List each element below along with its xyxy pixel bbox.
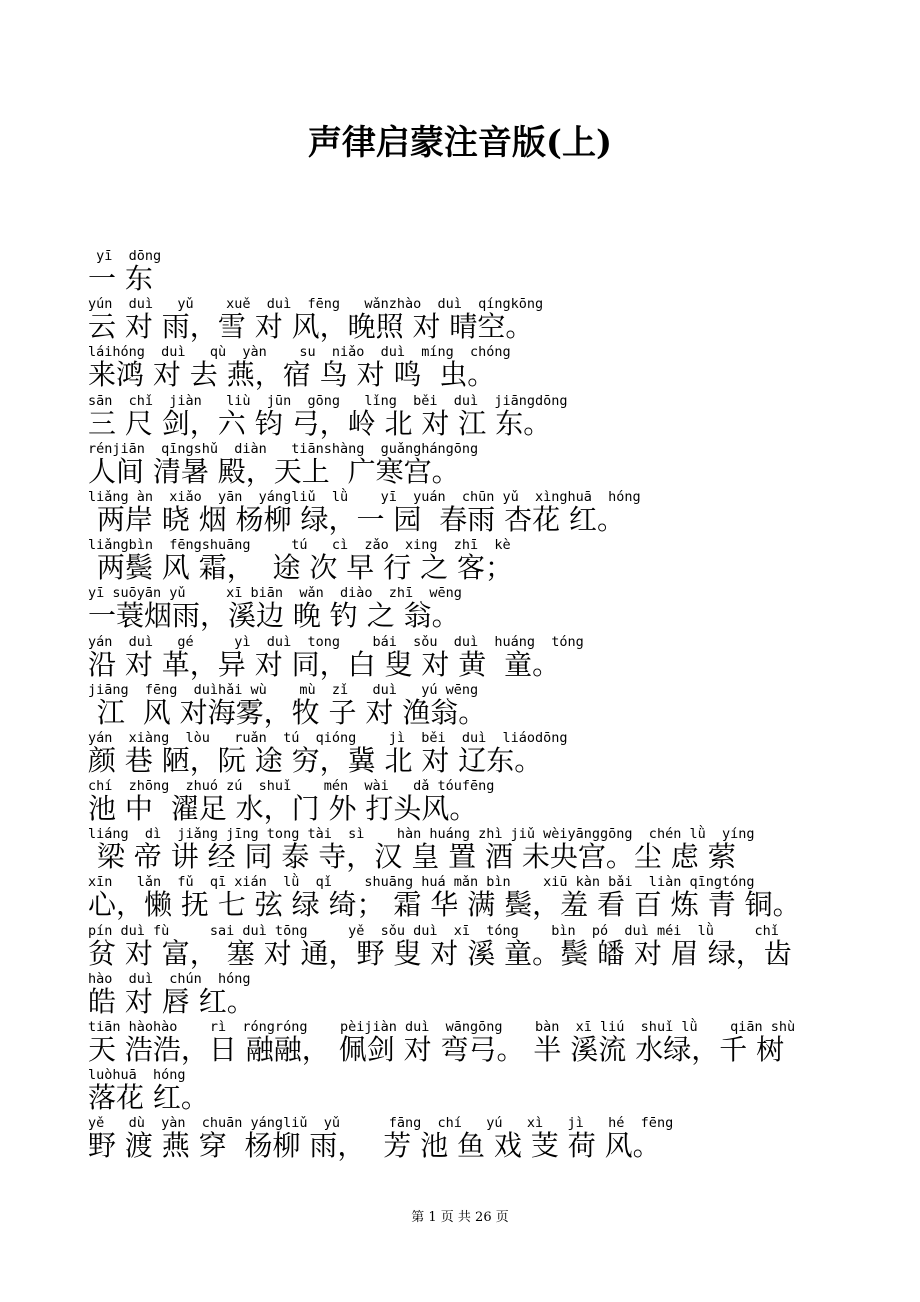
verse-line <box>88 921 840 969</box>
page-title: 声律启蒙注音版(上) <box>307 123 613 163</box>
verse-text: 野 渡 燕 穿 杨柳 雨， 芳 池 鱼 戏 芰 荷 风。 <box>88 1129 661 1163</box>
verse-text: 江 风 对海雾，牧 子 对 渔翁。 <box>88 695 487 729</box>
verse-line <box>88 680 840 728</box>
verse-line <box>88 246 840 294</box>
pinyin-annotation: pín duì fù sai duì tōng yě sǒu duì xī tóng bìn pó duì méi lǜ chǐ <box>88 922 779 939</box>
verse-text: 两鬓 风 霜， 途 次 早 行 之 客； <box>88 551 514 585</box>
verse-text: 沿 对 革，异 对 同，白 叟 对 黄 童。 <box>88 647 561 681</box>
pinyin-annotation: liǎng àn xiǎo yān yángliǔ lǜ yī yuán chūn yǔ xìnghuā hóng <box>88 488 641 505</box>
verse-line <box>88 969 840 1017</box>
pinyin-annotation: rénjiān qīngshǔ diàn tiānshàng guǎnghángōng <box>88 440 479 457</box>
pinyin-annotation: yī dōng <box>88 248 162 264</box>
verse-text: 心，懒 抚 七 弦 绿 绮； 霜 华 满 鬓，羞 看 百 炼 青 铜。 <box>88 888 801 922</box>
verse-line <box>88 728 840 776</box>
verse-text: 三 尺 剑，六 钧 弓，岭 北 对 江 东。 <box>88 406 552 440</box>
verse-text: 梁 帝 讲 经 同 泰 寺，汉 皇 置 酒 未央宫。尘 虑 萦 <box>88 840 736 874</box>
verse-text: 池 中 濯足 水，门 外 打头风。 <box>88 792 478 826</box>
page-footer: 第 1 页 共 26 页 <box>411 1210 509 1225</box>
verse-line <box>88 1017 840 1065</box>
pinyin-annotation: liáng dì jiǎng jīng tong tài sì hàn huáng zhì jiǔ wèiyānggōng chén lǜ yíng <box>88 826 755 843</box>
verse-text: 来鸿 对 去 燕，宿 鸟 对 鸣 虫。 <box>88 358 496 392</box>
verse-line <box>88 583 840 631</box>
poem-body <box>88 246 840 1162</box>
pinyin-annotation: sān chǐ jiàn liù jūn gōng lǐng běi duì jiāngdōng <box>88 392 568 409</box>
verse-text: 两岸 晓 烟 杨柳 绿，一 园 春雨 杏花 红。 <box>88 502 626 536</box>
verse-line <box>88 824 840 872</box>
verse-text: 天 浩浩，日 融融， 佩剑 对 弯弓。 半 溪流 水绿，千 树 <box>88 1033 785 1066</box>
verse-text: 颜 巷 陋，阮 途 穷，冀 北 对 辽东。 <box>88 743 543 777</box>
verse-line <box>88 1113 840 1161</box>
verse-text: 人间 清暑 殿，天上 广寒宫。 <box>88 454 460 488</box>
verse-text: 落花 红。 <box>88 1081 209 1115</box>
pinyin-annotation: yī suōyān yǔ xī biān wǎn diào zhī wēng <box>88 585 462 602</box>
pinyin-annotation: yán xiàng lòu ruǎn tú qióng jì běi duì liáodōng <box>88 729 568 746</box>
verse-line <box>88 872 840 920</box>
verse-text: 一 东 <box>88 262 153 295</box>
verse-line <box>88 294 840 342</box>
pinyin-annotation: chí zhōng zhuó zú shuǐ mén wài dǎ tóufēng <box>88 778 495 795</box>
verse-text: 云 对 雨，雪 对 风，晚照 对 晴空。 <box>88 310 534 344</box>
pinyin-annotation: yě dù yàn chuān yángliǔ yǔ fāng chí yú xì jì hé fēng <box>88 1115 674 1132</box>
pinyin-annotation: xīn lǎn fǔ qī xián lǜ qǐ shuāng huá mǎn bìn xiū kàn bǎi liàn qīngtóng <box>88 874 755 891</box>
pinyin-annotation: hào duì chún hóng <box>88 970 251 987</box>
verse-line <box>88 1065 840 1113</box>
verse-text: 皓 对 唇 红。 <box>88 984 255 1018</box>
verse-text: 贫 对 富， 塞 对 通，野 叟 对 溪 童。鬓 皤 对 眉 绿，齿 <box>88 936 792 970</box>
pinyin-annotation: liǎngbìn fēngshuāng tú cì zǎo xing zhī kè <box>88 537 511 554</box>
verse-line <box>88 632 840 680</box>
verse-line <box>88 487 840 535</box>
pinyin-annotation: yán duì gé yì duì tong bái sǒu duì huáng tóng <box>88 633 584 650</box>
verse-line <box>88 776 840 824</box>
verse-line <box>88 535 840 583</box>
verse-line <box>88 439 840 487</box>
verse-line <box>88 391 840 439</box>
pinyin-annotation: jiāng fēng duìhǎi wù mù zǐ duì yú wēng <box>88 681 479 698</box>
pinyin-annotation: luòhuā hóng <box>88 1067 186 1084</box>
pinyin-annotation: tiān hàohào rì róngróng pèijiàn duì wāngōng bàn xī liú shuǐ lǜ qiān shù <box>88 1019 796 1035</box>
pinyin-annotation: láihóng duì qù yàn su niǎo duì míng chóng <box>88 344 511 361</box>
pinyin-annotation: yún duì yǔ xuě duì fēng wǎnzhào duì qíngkōng <box>88 296 544 313</box>
verse-line <box>88 342 840 390</box>
verse-text: 一蓑烟雨，溪边 晚 钓 之 翁。 <box>88 599 460 633</box>
